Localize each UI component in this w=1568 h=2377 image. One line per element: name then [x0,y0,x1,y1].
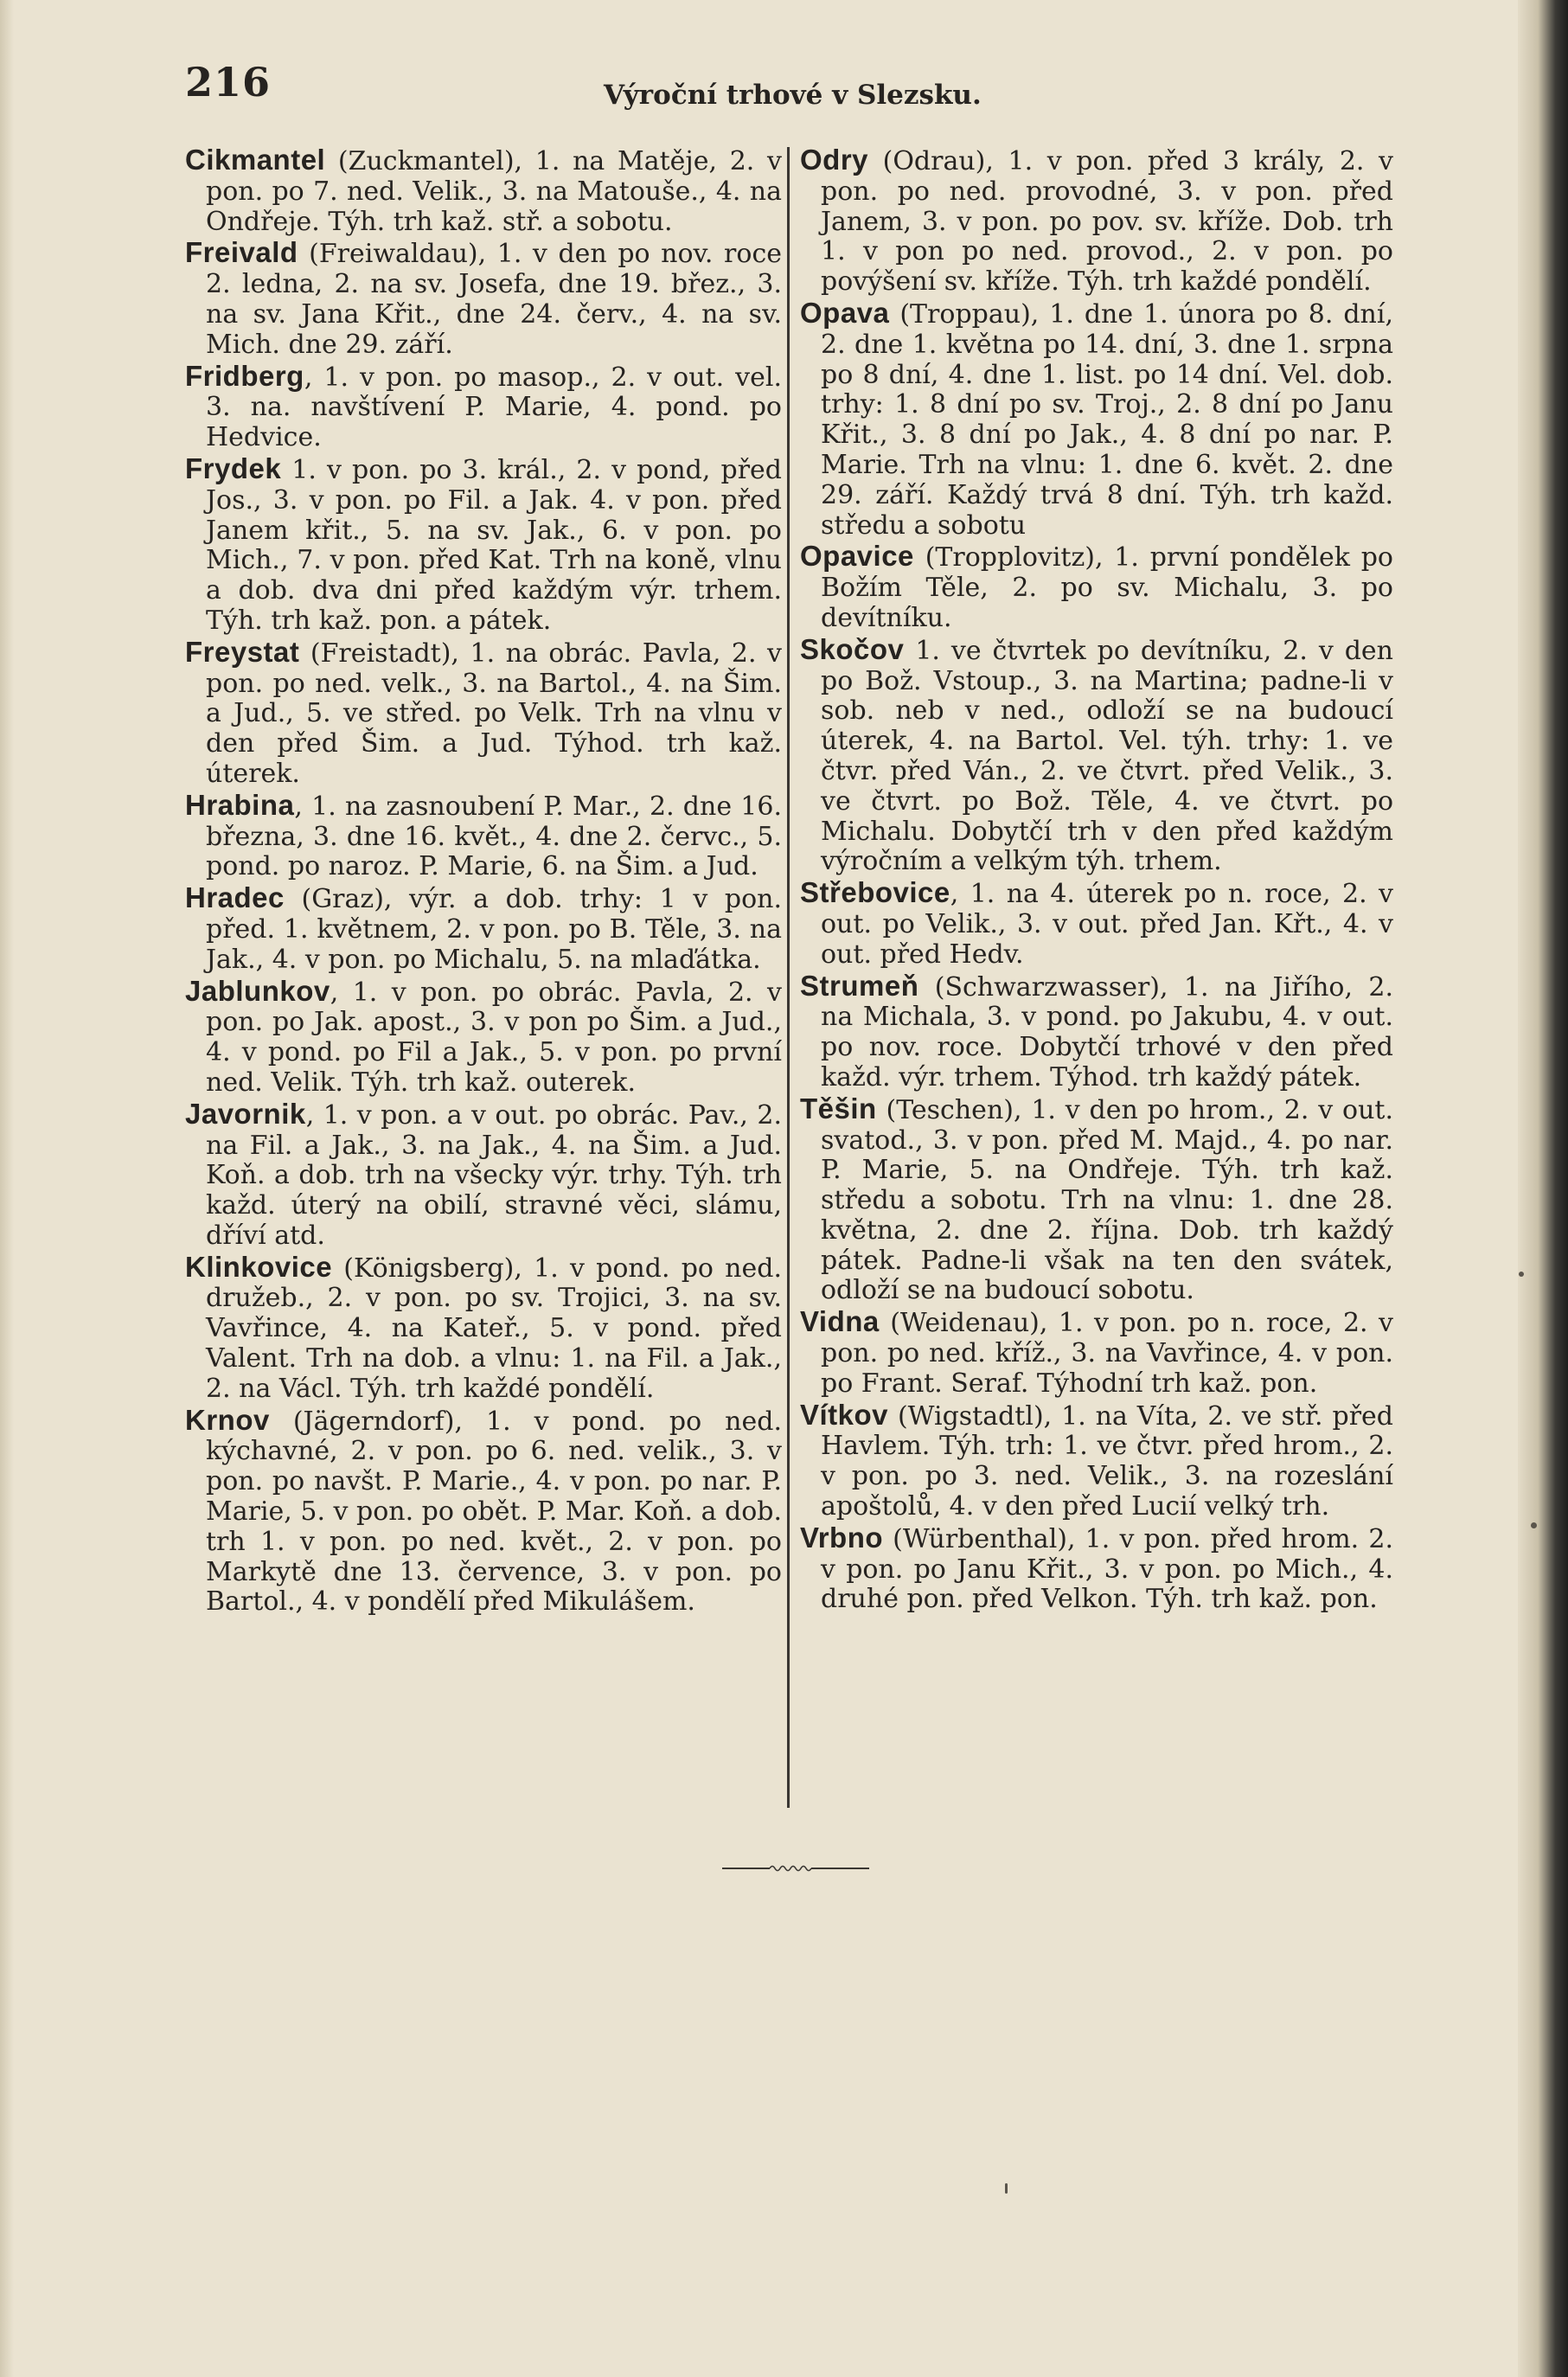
entry-text: (Odrau), 1. v pon. před 3 krály, 2. v pon. po ned. provodné, 3. v pon. před Janem, 3. v pon. po pov. sv. kříže. Dob. trh 1. v pon po ned. provod., 2. v pon. po povýšení sv. kříže. Týh. trh každé pondělí. [821,146,1393,298]
entry-name: Cikmantel [185,144,326,176]
entry-text: (Teschen), 1. v den po hrom., 2. v out. svatod., 3. v pon. před M. Majd., 4. po nar. P. Marie, 5. na Ondřeje. Týh. trh kaž. středu a sobotu. Trh na vlnu: 1. dne 28. května, 2. dne 2. října. Dob. trh každý pátek. Padne-li však na ten den svátek, odloží se na budoucí sobotu. [821,1094,1393,1306]
entry-text: 1. ve čtvrtek po devítníku, 2. v den po Bož. Vstoup., 3. na Martina; padne-li v sob. neb v ned., odloží se na budoucí úterek, 4. na Bartol. Vel. týh. trhy: 1. ve čtvr. před Ván., 2. ve čtvrt. před Velik., 3. ve čtvrt. po Bož. Těle, 4. ve čtvrt. po Michalu. Dobytčí trh v den před každým výročním a velkým týh. trhem. [821,635,1393,877]
end-ornament [722,1863,869,1874]
entry-freystat [185,637,782,790]
entry-fridberg [185,359,782,453]
entry-name: Krnov [185,1403,270,1436]
entry-text: , 1. v pon. po masop., 2. v out. vel. 3. na. navštívení P. Marie, 4. pond. po Hedvice. [206,362,782,453]
entry-text: (Zuckmantel), 1. na Matěje, 2. v pon. po 7. ned. Velik., 3. na Matouše., 4. na Ondřeje. Týh. trh kaž. stř. a sobotu. [206,146,782,237]
entry-text: (Schwarzwasser), 1. na Jiřího, 2. na Michala, 3. v pond. po Jakubu, 4. v out. po nov. roce. Dobytčí trhové v den před každ. výr. trhem. Týhod. trh každý pátek. [821,971,1393,1092]
entry-hrabina [185,788,782,882]
entry-vidna [800,1307,1393,1399]
entry-skocov [800,632,1393,877]
entry-text: , 1. na 4. úterek po n. roce, 2. v out. po Velik., 3. v out. před Jan. Křt., 4. v out. před Hedv. [821,879,1393,970]
entry-name: Opava [800,296,890,329]
entry-text: , 1. v pon. a v out. po obrác. Pav., 2. na Fil. a Jak., 3. na Jak., 4. na Šim. a Jud. Koň. a dob. trh na všecky výr. trhy. Týh. trh každ. úterý na obilí, stravné věci, slámu, dříví atd. [206,1099,782,1251]
entry-name: Freystat [185,635,300,668]
entry-vitkov [800,1400,1393,1522]
page-number: 216 [185,59,272,106]
entry-name: Strumeň [800,969,919,1002]
entry-name: Klinkovice [185,1250,333,1283]
entry-name: Opavice [800,540,914,573]
page-gutter-shadow [0,0,14,2377]
entry-name: Odry [800,144,869,176]
entry-text: (Königsberg), 1. v pond. po ned. družeb., 2. v pon. po sv. Trojici, 3. na sv. Vavřince, 4. na Kateř., 5. v pond. před Valent. Trh na dob. a vlnu: 1. na Fil. a Jak., 2. na Václ. Týh. trh každé pondělí. [206,1253,782,1404]
entry-text: (Freistadt), 1. na obrác. Pavla, 2. v pon. po ned. velk., 3. na Bartol., 4. na Šim. a Jud., 5. ve střed. po Velk. Trh na vlnu v den před Šim. a Jud. Týhod. trh kaž. úterek. [206,637,782,789]
entry-strumen [800,971,1393,1093]
entry-name: Vrbno [800,1521,884,1554]
entry-text: , 1. na zasnoubení P. Mar., 2. dne 16. března, 3. dne 16. květ., 4. dne 2. červc., 5. pond. po naroz. P. Marie, 6. na Šim. a Jud. [206,791,782,882]
entry-strebovice [800,878,1393,970]
entry-javornik [185,1099,782,1252]
entry-odry [800,145,1393,298]
entry-krnov [185,1403,783,1618]
entry-name: Vidna [800,1305,880,1338]
entry-jablunkov [185,974,782,1099]
entry-text: 1. v pon. po 3. král., 2. v pond, před Jos., 3. v pon. po Fil. a Jak. 4. v pon. před Janem křit., 5. na sv. Jak., 6. v pon. po Mich., 7. v pon. před Kat. Trh na koně, vlnu a dob. dva dni před každým výr. trhem. Týh. trh kaž. pon. a pátek. [206,454,782,636]
entry-name: Freivald [185,236,298,269]
entry-name: Vítkov [800,1398,889,1431]
entry-text: (Jägerndorf), 1. v pond. po ned. kýchavné, 2. v pon. po 6. ned. velik., 3. v pon. po navšt. P. Marie., 4. v pon. po nar. P. Marie, 5. v pon. po obět. P. Mar. Koň. a dob. trh 1. v pon. po ned. květ., 2. v pon. po Markytě dne 13. července, 3. v pon. po Bartol., 4. v pondělí před Mikulášem. [206,1406,783,1618]
running-head: Výroční trhové v Slezsku. [604,80,982,111]
right-column [800,145,1393,1616]
entry-name: Hradec [185,881,285,914]
entry-tesin [800,1094,1393,1307]
entry-name: Fridberg [185,359,304,392]
entry-text: (Weidenau), 1. v pon. po n. roce, 2. v pon. po ned. kříž., 3. na Vavřince, 4. v pon. po Frant. Seraf. Týhodní trh kaž. pon. [821,1308,1393,1399]
entry-opava [800,298,1393,541]
entry-opavice [800,541,1393,633]
entry-text: (Tropplovitz), 1. první pondělek po Božím Těle, 2. po sv. Michalu, 3. po devítníku. [821,542,1393,633]
entry-name: Hrabina [185,788,295,821]
ink-speck [1519,1272,1524,1277]
column-divider [787,147,790,1808]
entry-text: (Graz), výr. a dob. trhy: 1 v pon. před. 1. květnem, 2. v pon. po B. Těle, 3. na Jak., 4. v pon. po Michalu, 5. na mlaďátka. [206,884,782,975]
entry-name: Těšin [800,1092,877,1124]
entry-text: (Troppau), 1. dne 1. února po 8. dní, 2. dne 1. května po 14. dní, 3. dne 1. srpna po 8 dní, 4. dne 1. list. po 14 dní. Vel. dob. trhy: 1. 8 dní po sv. Troj., 2. 8 dní po Janu Křit., 3. 8 dní po Jak., 4. 8 dní po nar. P. Marie. Trh na vlnu: 1. dne 6. květ. 2. dne 29. září. Každý trvá 8 dní. Týh. trh každ. středu a sobotu [821,298,1393,541]
entry-name: Skočov [800,632,905,665]
entry-klinkovice [185,1250,782,1405]
entry-frydek [185,454,782,637]
page-edge-shadow [1518,0,1568,2377]
entry-name: Javornik [185,1097,306,1130]
entry-freivald [185,238,782,360]
entry-text: (Freiwaldau), 1. v den po nov. roce 2. ledna, 2. na sv. Josefa, dne 19. břez., 3. na sv. Jana Křit., dne 24. červ., 4. na sv. Mich. dne 29. září. [206,239,782,360]
entry-cikmantel [185,145,782,237]
entry-name: Frydek [185,452,282,484]
entry-vrbno [800,1523,1393,1615]
left-column [185,145,782,1618]
entry-name: Střebovice [800,876,950,909]
entry-text: , 1. v pon. po obrác. Pavla, 2. v pon. po Jak. apost., 3. v pon po Šim. a Jud., 4. v pond. po Fil a Jak., 5. v pon. po první ned. Velik. Týh. trh kaž. outerek. [206,977,782,1098]
ink-speck [1531,1522,1537,1528]
entry-name: Jablunkov [185,974,330,1007]
entry-text: (Würbenthal), 1. v pon. před hrom. 2. v pon. po Janu Křit., 3. v pon. po Mich., 4. druhé pon. před Velkon. Týh. trh kaž. pon. [821,1523,1393,1615]
entry-text: (Wigstadtl), 1. na Víta, 2. ve stř. před Havlem. Týh. trh: 1. ve čtvr. před hrom., 2. v pon. po 3. ned. Velik., 3. na rozeslání apoštolů, 4. v den před Lucií velký trh. [821,1400,1393,1522]
entry-hradec [185,883,782,975]
ink-speck [1005,2183,1008,2194]
